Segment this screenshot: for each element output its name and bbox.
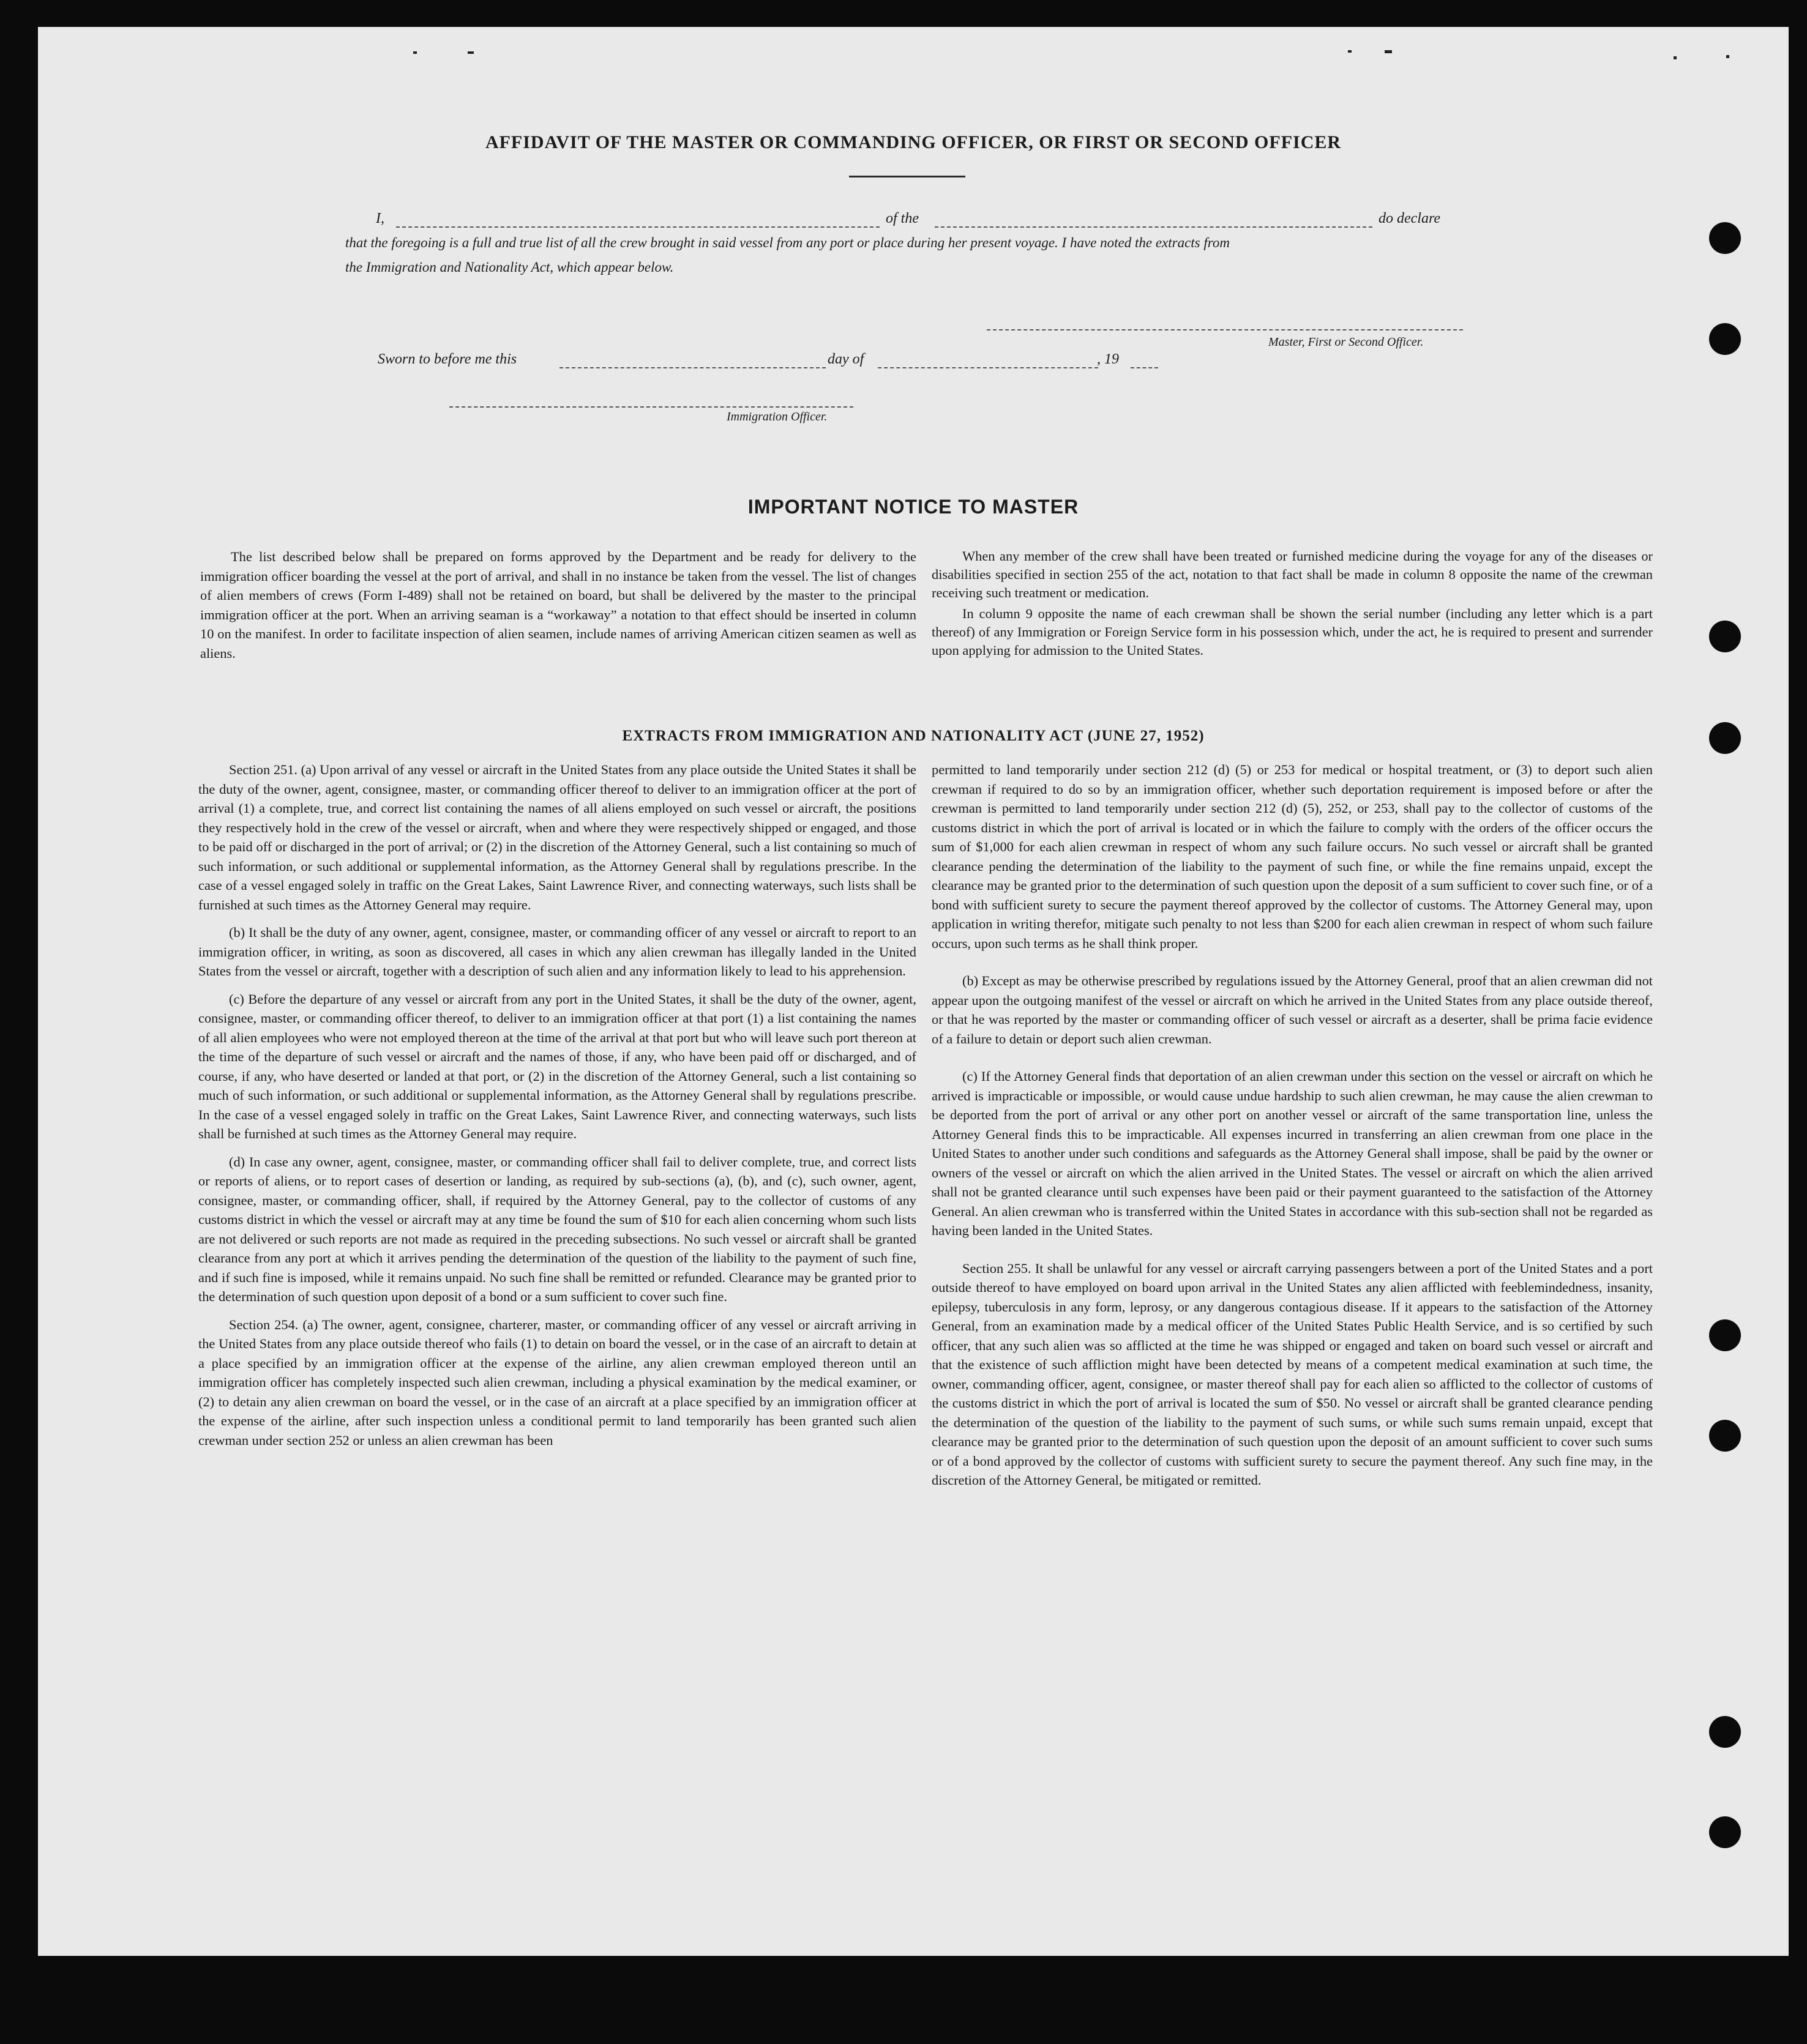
- binder-hole: [1709, 722, 1741, 754]
- scan-speck: [1348, 50, 1352, 53]
- officer-caption: Immigration Officer.: [727, 410, 828, 423]
- affidavit-text-line3: the Immigration and Nationality Act, which appear below.: [345, 259, 674, 275]
- year-label: , 19: [1097, 351, 1119, 367]
- vessel-blank[interactable]: [935, 226, 1372, 228]
- extract-paragraph: (b) Except as may be otherwise prescribed by regulations issued by the Attorney General, proof that an alien crewman did not appear upon the outgoing manifest of the vessel or aircraft on which he arrived in the United States from any place outside thereof, or that he was reported by the master or commanding officer of such vessel or aircraft as a deserter, shall be prima facie evidence of a failure to detain or deport such alien crewman.: [932, 973, 1653, 1046]
- extracts-title: EXTRACTS FROM IMMIGRATION AND NATIONALITY ACT (JUNE 27, 1952): [622, 728, 1205, 744]
- notice-left-column: [200, 547, 916, 671]
- scan-speck: [1674, 56, 1677, 59]
- scan-speck: [413, 51, 417, 54]
- officer-signature-blank[interactable]: [449, 406, 853, 408]
- extract-paragraph: (d) In case any owner, agent, consignee, master, or commanding officer shall fail to deliver complete, true, and correct lists or reports of aliens, or to report cases of desertion or landing, as required by sub-sections (a), (b), and (c), such owner, agent, consignee, master, or commanding officer, shall, if required by the Attorney General, pay to the collector of customs of any customs district in which the vessel or aircraft may at any time be found the sum of $10 for each alien concerning whom such lists are not delivered or such reports are not made as required in the preceding subsections. No such vessel or aircraft shall be granted clearance from any port at which it arrives pending the determination of the question of the liability to the payment of such fine, and if such fine is imposed, while it remains unpaid. No such fine shall be remitted or refunded. Clearance may be granted prior to the determination of such question upon deposit of a bond or a sum sufficient to cover such fine.: [198, 1154, 916, 1304]
- scan-speck: [1385, 50, 1392, 53]
- affidavit-declare: do declare: [1379, 211, 1441, 226]
- scan-speck: [1726, 55, 1729, 58]
- extract-paragraph: permitted to land temporarily under section 212 (d) (5) or 253 for medical or hospital treatment, or (3) to deport such alien crewman if required to do so by an immigration officer, whether such deportation requirement is imposed before or after the crewman is permitted to land temporarily under section 212 (d) (5), 252, or 253, shall pay to the collector of customs of the customs district in which the port of arrival is located or in which the failure to comply with the orders of the officer occurs the sum of $1,000 for each alien crewman in respect of whom any such failure occurs. No such vessel or aircraft shall be granted clearance pending the determination of the liability to the payment of such fine, or while the fine remains unpaid, except the clearance may be granted prior to the determination of such question upon the deposit of a sum sufficient to cover such fine, or of a bond with sufficient surety to secure the payment thereof approved by the collector of customs. The Attorney General may, upon application in writing therefor, mitigate such penalty to not less than $200 for each alien crewman in respect of whom such failure occurs, upon such terms as he shall think proper.: [932, 762, 1653, 951]
- extract-paragraph: Section 254. (a) The owner, agent, consignee, charterer, master, or commanding officer of any vessel or aircraft arriving in the United States from any place outside thereof who fails (1) to detain on board the vessel, or in the case of an aircraft to detain at a place specified by an immigration officer at the expense of the airline, any alien crewman employed thereon until an immigration officer has completely inspected such alien crewman, including a physical examination by the medical examiner, or (2) to detain any alien crewman on board the vessel, or in the case of an aircraft at a place specified by an immigration officer at the expense of the airline, after such inspection unless a conditional permit to land temporarily has been granted such alien crewman under section 252 or unless an alien crewman has been: [198, 1316, 916, 1448]
- extract-paragraph: (b) It shall be the duty of any owner, agent, consignee, master, or commanding officer of any vessel or aircraft to report to an immigration officer, in writing, as soon as discovered, all cases in which any alien crewman has illegally landed in the United States from the vessel or aircraft, together with a description of such alien and any information likely to lead to his apprehension.: [198, 925, 916, 979]
- extract-paragraph: (c) Before the departure of any vessel or aircraft from any port in the United States, it shall be the duty of the owner, agent, consignee, master, or commanding officer thereof, to deliver to an immigration officer at that port (1) a list containing the names of all alien employees who were not employed thereon at the time of the arrival at that port but who will leave such port thereon at the time of the departure of such vessel or aircraft and the names of those, if any, who have been paid off or discharged, and of course, if any, who have deserted or landed at that port, or (2) in the discretion of the Attorney General, such a list containing so much of such information, or such additional or supplemental information, as the Attorney General shall by regulations prescribe. In the case of a vessel engaged solely in traffic on the Great Lakes, Saint Lawrence River, and connecting waterways, such lists shall be furnished at such times as the Attorney General may require.: [198, 991, 916, 1141]
- binder-hole: [1709, 621, 1741, 652]
- day-label: day of: [828, 351, 864, 367]
- sworn-day-blank[interactable]: [559, 367, 826, 368]
- sworn-label: Sworn to before me this: [378, 351, 517, 367]
- binder-hole: [1709, 1319, 1741, 1351]
- sworn-year-blank[interactable]: [1131, 367, 1158, 368]
- extract-paragraph: Section 251. (a) Upon arrival of any vessel or aircraft in the United States from any place outside the United States it shall be the duty of the owner, agent, consignee, master, or commanding officer thereof to deliver to an immigration officer at the port of arrival (1) a complete, true, and correct list containing the names of all aliens employed on such vessel or aircraft, the positions they respectively hold in the crew of the vessel or aircraft, when and where they were respectively shipped or engaged, and those to be paid off or discharged in the port of arrival; or (2) in the discretion of the Attorney General, such a list containing so much of such information, or such additional or supplemental information, as the Attorney General shall by regulations prescribe. In the case of a vessel engaged solely in traffic on the Great Lakes, Saint Lawrence River, and connecting waterways, such lists shall be furnished at such times as the Attorney General may require.: [198, 762, 916, 912]
- binder-hole: [1709, 222, 1741, 254]
- binder-hole: [1709, 1420, 1741, 1452]
- extracts-left-column: [198, 760, 916, 1458]
- extract-paragraph: Section 255. It shall be unlawful for any vessel or aircraft carrying passengers between a port of the United States and a port outside thereof to have employed on board upon arrival in the United States any alien afflicted with feeblemindedness, insanity, epilepsy, tuberculosis in any form, leprosy, or any dangerous contagious disease. If it appears to the satisfaction of the Attorney General, from an examination made by a medical officer of the United States Public Health Service, and is so certified by such officer, that any such alien was so afflicted at the time he was shipped or engaged and taken on board such vessel or aircraft and that the existence of such affliction might have been detected by means of a competent medical examination at such time, the owner, commanding officer, agent, consignee, or master thereof shall pay for each alien so afflicted to the collector of customs of the customs district in which the port of arrival is located the sum of $50. No vessel or aircraft shall be granted clearance pending the determination of the question of the liability to the payment of such sums, or while such sums remain unpaid, except that clearance may be granted prior to the determination of such question upon the deposit of an amount sufficient to cover such sums or of a bond approved by the collector of customs with sufficient surety to secure the payment thereof. Any such fine may, in the discretion of the Attorney General, be mitigated or remitted.: [932, 1260, 1653, 1488]
- notice-left-paragraph: The list described below shall be prepared on forms approved by the Department and be ready for delivery to the immigration officer boarding the vessel at the port of arrival, and shall in no instance be taken from the vessel. The list of changes of alien members of crews (Form I-489) shall not be retained on board, but shall be delivered by the master to the principal immigration officer at the port. When an arriving seaman is a “workaway” a notation to that effect should be inserted in column 10 on the manifest. In order to facilitate inspection of alien seamen, include names of arriving American citizen seamen as well as aliens.: [200, 549, 916, 661]
- sworn-month-blank[interactable]: [878, 367, 1098, 368]
- extract-paragraph: (c) If the Attorney General finds that deportation of an alien crewman under this section on the vessel or aircraft on which he arrived is impracticable or impossible, or would cause undue hardship to such alien crewman, he may cause the alien crewman to be deported from the port of arrival or any other port on another vessel or aircraft of the same transportation line, unless the Attorney General finds this to be impracticable. All expenses incurred in transferring an alien crewman from one place in the United States to another under such conditions and safeguards as the Attorney General shall impose, shall be paid by the owner or owners of the vessel or aircraft on which the alien arrived in the United States. The vessel or aircraft on which the alien arrived shall not be granted clearance until such expenses have been paid or their payment guaranteed to the satisfaction of the Attorney General. An alien crewman who is transferred within the United States in accordance with this sub-section shall not be regarded as having been landed in the United States.: [932, 1069, 1653, 1238]
- notice-right-paragraph-2: In column 9 opposite the name of each crewman shall be shown the serial number (including any letter which is a part thereof) of any Immigration or Foreign Service form in his possession which, under the act, he is required to present and surrender upon applying for admission to the United States.: [932, 606, 1653, 658]
- scan-speck: [468, 51, 474, 54]
- affidavit-text-line2: that the foregoing is a full and true list of all the crew brought in said vessel from any port or place during her present voyage. I have noted the extracts from: [345, 235, 1230, 250]
- name-blank[interactable]: [396, 226, 880, 228]
- title-rule: [849, 176, 965, 177]
- notice-title: IMPORTANT NOTICE TO MASTER: [747, 496, 1079, 518]
- notice-right-paragraph-1: When any member of the crew shall have been treated or furnished medicine during the voyage for any of the diseases or disabilities specified in section 255 of the act, notation to that fact shall be made in column 8 opposite the name of the crewman receiving such treatment or medication.: [932, 548, 1653, 600]
- extracts-right-column: [932, 760, 1653, 1499]
- binder-hole: [1709, 323, 1741, 355]
- binder-hole: [1709, 1816, 1741, 1848]
- notice-right-column: [932, 547, 1653, 668]
- master-signature-blank[interactable]: [987, 329, 1463, 330]
- document-page: [38, 27, 1789, 1956]
- affidavit-i: I,: [376, 211, 384, 226]
- binder-hole: [1709, 1716, 1741, 1748]
- affidavit-title: AFFIDAVIT OF THE MASTER OR COMMANDING OFFICER, OR FIRST OR SECOND OFFICER: [485, 132, 1342, 152]
- affidavit-of-the: of the: [886, 211, 919, 226]
- master-caption: Master, First or Second Officer.: [1268, 335, 1424, 349]
